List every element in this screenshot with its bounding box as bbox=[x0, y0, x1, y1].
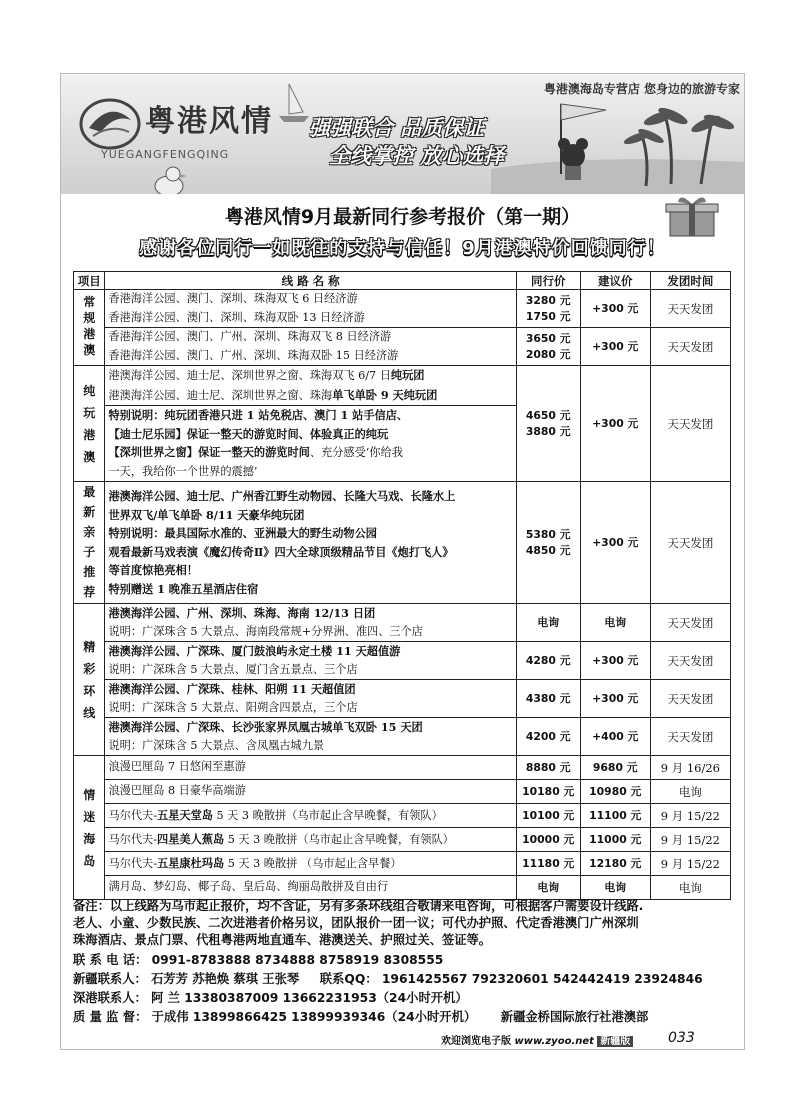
route-line: 香港海洋公园、澳门、广州、深圳、珠海双飞 8 日经济游 bbox=[108, 330, 392, 343]
logo-icon bbox=[79, 94, 141, 152]
route-text: 港澳海洋公园、迪士尼、深圳世界之窗、珠海 bbox=[108, 388, 333, 402]
edition-badge: 新疆版 bbox=[597, 1036, 633, 1047]
peer-price: 4280 元 bbox=[516, 642, 580, 680]
peer-price: 10000 元 bbox=[516, 828, 580, 852]
peer-price-cell bbox=[516, 328, 580, 366]
supervision-label: 质 量 监 督： bbox=[73, 1010, 148, 1024]
category-loop bbox=[74, 604, 105, 756]
contact-info bbox=[73, 951, 738, 1027]
route-text-bold: 【深圳世界之窗】保证一整天的游览时间 bbox=[108, 445, 310, 459]
peer-price: 4380 元 bbox=[516, 680, 580, 718]
table-row bbox=[74, 680, 731, 718]
route-line: 一天，我给你一个世界的震撼’ bbox=[108, 464, 258, 478]
page-title: 粤港风情9月最新同行参考报价（第一期） bbox=[224, 206, 581, 228]
departure-time: 天天发团 bbox=[650, 642, 730, 680]
route-line: 香港海洋公园、澳门、深圳、珠海双卧 13 日经济游 bbox=[108, 310, 365, 324]
peer-price: 1750 元 bbox=[525, 309, 571, 323]
suggested-price: +300 元 bbox=[580, 680, 650, 718]
peer-price: 3880 元 bbox=[525, 424, 571, 438]
departure-time: 天天发团 bbox=[650, 366, 730, 482]
tagline: 粤港澳海岛专营店 您身边的旅游专家 bbox=[543, 82, 740, 96]
route-line: 说明：广深珠含 5 大景点、厦门含五景点、三个店 bbox=[108, 662, 358, 676]
category-pure-play bbox=[74, 366, 105, 482]
table-row bbox=[74, 876, 731, 900]
ad-page bbox=[60, 73, 745, 1050]
route-line: 【迪士尼乐园】保证一整天的游览时间、体验真正的纯玩 bbox=[108, 426, 389, 441]
category-islands bbox=[74, 756, 105, 900]
category-label: 常规港澳 bbox=[83, 295, 96, 357]
peer-price: 电询 bbox=[516, 876, 580, 900]
route-line: 港澳海洋公园、广深珠、桂林、阳朔 11 天超值团 bbox=[108, 682, 356, 696]
table-row bbox=[74, 718, 731, 756]
col-header-suggested-price: 建议价 bbox=[580, 272, 650, 290]
route-text: 港澳海洋公园、迪士尼、深圳世界之窗、珠海双飞 6/7 日 bbox=[108, 369, 391, 382]
route-line: 说明：广深珠含 5 大景点、阳朔含四景点，三个店 bbox=[108, 700, 358, 714]
notes-line: 备注：以上线路为乌市起止报价，均不含证，另有多条环线组合敬请来电咨询，可根据客户需要设计线路. bbox=[73, 899, 644, 913]
suggested-price: +300 元 bbox=[580, 290, 650, 328]
route-line bbox=[105, 386, 515, 407]
contact-shenzhen-row bbox=[73, 989, 738, 1008]
route-cell bbox=[105, 718, 516, 756]
table-row bbox=[74, 756, 731, 780]
xinjiang-contact-label: 新疆联系人： bbox=[73, 972, 147, 986]
table-row bbox=[74, 642, 731, 680]
peer-price: 4650 元 bbox=[525, 408, 571, 422]
peer-price: 8880 元 bbox=[516, 756, 580, 780]
route-line: 港澳海洋公园、迪士尼、广州香江野生动物园、长隆大马戏、长隆水上 bbox=[108, 489, 456, 503]
table-row bbox=[74, 828, 731, 852]
table-header-row bbox=[74, 272, 731, 290]
route-text: 马尔代夫- bbox=[108, 808, 157, 822]
suggested-price: +400 元 bbox=[580, 718, 650, 756]
route-cell bbox=[105, 328, 516, 366]
route-line: 说明：广深珠含 5 大景点、含凤凰古城九景 bbox=[108, 738, 325, 752]
peer-price: 4850 元 bbox=[525, 543, 571, 557]
route-text-bold: 纯玩团 bbox=[390, 368, 425, 382]
route-cell: 浪漫巴厘岛 8 日豪华高端游 bbox=[105, 780, 516, 804]
peer-price-cell bbox=[516, 482, 580, 604]
supervision-contact: 于成伟 13899866425 13899939346（24小时开机） bbox=[151, 1010, 477, 1024]
notes-line: 珠海酒店、景点门票、代租粤港两地直通车、港澳送关、护照过关、签证等。 bbox=[73, 933, 492, 947]
route-line bbox=[108, 366, 512, 386]
contact-xinjiang-row bbox=[73, 970, 738, 989]
departure-time: 天天发团 bbox=[650, 482, 730, 604]
route-text-bold: 单飞单卧 9 天纯玩团 bbox=[332, 387, 438, 402]
shenzhen-contact-label: 深港联系人： bbox=[73, 991, 147, 1005]
peer-price: 11180 元 bbox=[516, 852, 580, 876]
route-cell bbox=[105, 604, 516, 642]
route-line: 港澳海洋公园、广深珠、长沙张家界凤凰古城单飞双卧 15 天团 bbox=[108, 720, 423, 734]
category-regular bbox=[74, 290, 105, 366]
route-line: 港澳海洋公园、广深珠、厦门鼓浪屿永定土楼 11 天超值游 bbox=[108, 644, 401, 658]
route-line: 特别赠送 1 晚准五星酒店住宿 bbox=[108, 581, 259, 596]
route-text: 5 天 3 晚散拼（乌市起止含早晚餐，有领队） bbox=[224, 832, 454, 846]
suggested-price: +300 元 bbox=[580, 642, 650, 680]
departure-time: 9 月 15/22 bbox=[650, 804, 730, 828]
route-text-bold: 五星天堂岛 bbox=[157, 807, 213, 822]
xinjiang-contacts: 石芳芳 苏艳焕 蔡琪 王张琴 bbox=[151, 972, 300, 986]
peer-price: 3650 元 bbox=[525, 331, 571, 345]
departure-time: 电询 bbox=[650, 876, 730, 900]
suggested-price: 10980 元 bbox=[580, 780, 650, 804]
header-banner bbox=[61, 74, 744, 194]
table-row bbox=[74, 604, 731, 642]
route-text: 马尔代夫- bbox=[108, 832, 157, 846]
notes bbox=[73, 898, 738, 949]
route-cell bbox=[105, 828, 516, 852]
peer-price: 10100 元 bbox=[516, 804, 580, 828]
route-line: 观看最新马戏表演《魔幻传奇Ⅱ》四大全球顶级精品节目《炮打飞人》 bbox=[108, 544, 454, 559]
departure-time: 电询 bbox=[650, 780, 730, 804]
route-cell bbox=[105, 290, 516, 328]
route-cell bbox=[105, 852, 516, 876]
route-text-bold: 四星美人蕉岛 bbox=[157, 831, 225, 846]
route-line: 香港海洋公园、澳门、深圳、珠海双飞 6 日经济游 bbox=[108, 292, 358, 305]
table-row bbox=[74, 852, 731, 876]
suggested-price: 11100 元 bbox=[580, 804, 650, 828]
peer-price: 5380 元 bbox=[525, 527, 571, 541]
route-cell bbox=[105, 804, 516, 828]
sailboat-icon bbox=[279, 84, 309, 122]
peer-price: 电询 bbox=[516, 604, 580, 642]
logo-text: 粤港风情 bbox=[145, 104, 273, 139]
suggested-price: 9680 元 bbox=[580, 756, 650, 780]
table-row bbox=[74, 780, 731, 804]
route-text: 5 天 3 晚散拼 （乌市起止含早餐） bbox=[224, 856, 402, 870]
departure-time: 天天发团 bbox=[650, 290, 730, 328]
route-line: 特别说明：纯玩团香港只进 1 站免税店、澳门 1 站手信店、 bbox=[108, 408, 409, 422]
footer-welcome: 欢迎浏览电子版 bbox=[441, 1036, 511, 1047]
suggested-price: +300 元 bbox=[580, 328, 650, 366]
table-row bbox=[74, 290, 731, 328]
col-header-route: 线 路 名 称 bbox=[105, 272, 516, 290]
col-header-departure: 发团时间 bbox=[650, 272, 730, 290]
col-header-category: 项目 bbox=[74, 272, 105, 290]
suggested-price: 11000 元 bbox=[580, 828, 650, 852]
category-family bbox=[74, 482, 105, 604]
col-header-peer-price: 同行价 bbox=[516, 272, 580, 290]
price-table bbox=[73, 271, 731, 900]
slogan-1: 强强联合 品质保证 bbox=[309, 116, 485, 140]
route-cell bbox=[105, 680, 516, 718]
logo-subtitle: YUEGANGFENGQING bbox=[101, 148, 230, 161]
route-line: 港澳海洋公园、广州、深圳、珠海、海南 12/13 日团 bbox=[108, 606, 376, 620]
footer-bar bbox=[441, 1032, 633, 1047]
route-line: 世界双飞/单飞单卧 8/11 天豪华纯玩团 bbox=[108, 507, 305, 522]
category-label: 精彩环线 bbox=[83, 639, 96, 720]
duck-icon bbox=[155, 167, 187, 194]
category-label: 情迷海岛 bbox=[83, 787, 96, 868]
suggested-price: 电询 bbox=[580, 604, 650, 642]
category-label: 纯玩港澳 bbox=[83, 383, 96, 464]
route-line: 说明：广深珠含 5 大景点、海南段常规+分界洲、准四、三个店 bbox=[108, 624, 423, 638]
route-cell: 浪漫巴厘岛 7 日悠闲至惠游 bbox=[105, 756, 516, 780]
table-row bbox=[74, 482, 731, 604]
page-subtitle: 感谢各位同行一如既往的支持与信任！9月港澳特价回馈同行！ bbox=[139, 238, 666, 259]
departure-time: 天天发团 bbox=[650, 328, 730, 366]
table-row bbox=[74, 366, 731, 482]
contact-phone-row bbox=[73, 951, 738, 970]
peer-price: 4200 元 bbox=[516, 718, 580, 756]
suggested-price: 12180 元 bbox=[580, 852, 650, 876]
shenzhen-contact: 阿 兰 13380387009 13662231953（24小时开机） bbox=[151, 991, 468, 1005]
page-number: 033 bbox=[668, 1030, 695, 1046]
peer-price: 10180 元 bbox=[516, 780, 580, 804]
table-row bbox=[74, 804, 731, 828]
departure-time: 天天发团 bbox=[650, 604, 730, 642]
suggested-price: +300 元 bbox=[580, 482, 650, 604]
peer-price: 3280 元 bbox=[525, 293, 571, 307]
route-cell: 满月岛、梦幻岛、椰子岛、皇后岛、绚丽岛散拼及自由行 bbox=[105, 876, 516, 900]
suggested-price: +300 元 bbox=[580, 366, 650, 482]
route-text-bold: 五星康杜玛岛 bbox=[157, 855, 225, 870]
notes-line: 老人、小童、少数民族、二次进港者价格另议，团队报价一团一议；可代办护照、代定香港澳门广州深圳 bbox=[73, 916, 639, 930]
qq-numbers: 1961425567 792320601 542442419 23924846 bbox=[381, 972, 703, 986]
route-cell bbox=[105, 366, 516, 482]
peer-price-cell bbox=[516, 290, 580, 328]
route-text: 马尔代夫- bbox=[108, 856, 157, 870]
phone-numbers: 0991-8783888 8734888 8758919 8308555 bbox=[151, 953, 444, 967]
slogan-2: 全线掌控 放心选择 bbox=[329, 144, 505, 168]
phone-label: 联 系 电 话： bbox=[73, 953, 148, 967]
route-text: 5 天 3 晚散拼（乌市起止含早晚餐，有领队） bbox=[212, 808, 443, 822]
route-line: 特别说明：最具国际水准的、亚洲最大的野生动物公园 bbox=[108, 526, 377, 540]
route-line: 香港海洋公园、澳门、广州、深圳、珠海双卧 15 日经济游 bbox=[108, 348, 399, 362]
departure-time: 天天发团 bbox=[650, 718, 730, 756]
departure-time: 9 月 16/26 bbox=[650, 756, 730, 780]
company-name: 新疆金桥国际旅行社港澳部 bbox=[500, 1010, 649, 1024]
route-text: 、充分感受‘你给我 bbox=[309, 446, 403, 459]
suggested-price: 电询 bbox=[580, 876, 650, 900]
departure-time: 天天发团 bbox=[650, 680, 730, 718]
peer-price: 2080 元 bbox=[525, 347, 571, 361]
route-line: 等首度惊艳亮相！ bbox=[108, 563, 198, 577]
route-line bbox=[108, 443, 512, 463]
route-cell bbox=[105, 482, 516, 604]
footer-site-link[interactable]: www.zyoo.net bbox=[514, 1036, 594, 1047]
route-cell bbox=[105, 642, 516, 680]
departure-time: 9 月 15/22 bbox=[650, 852, 730, 876]
table-row bbox=[74, 328, 731, 366]
departure-time: 9 月 15/22 bbox=[650, 828, 730, 852]
qq-label: 联系QQ： bbox=[319, 972, 378, 986]
peer-price-cell bbox=[516, 366, 580, 482]
contact-supervision-row bbox=[73, 1008, 738, 1027]
category-label: 最新亲子推荐 bbox=[83, 485, 96, 599]
